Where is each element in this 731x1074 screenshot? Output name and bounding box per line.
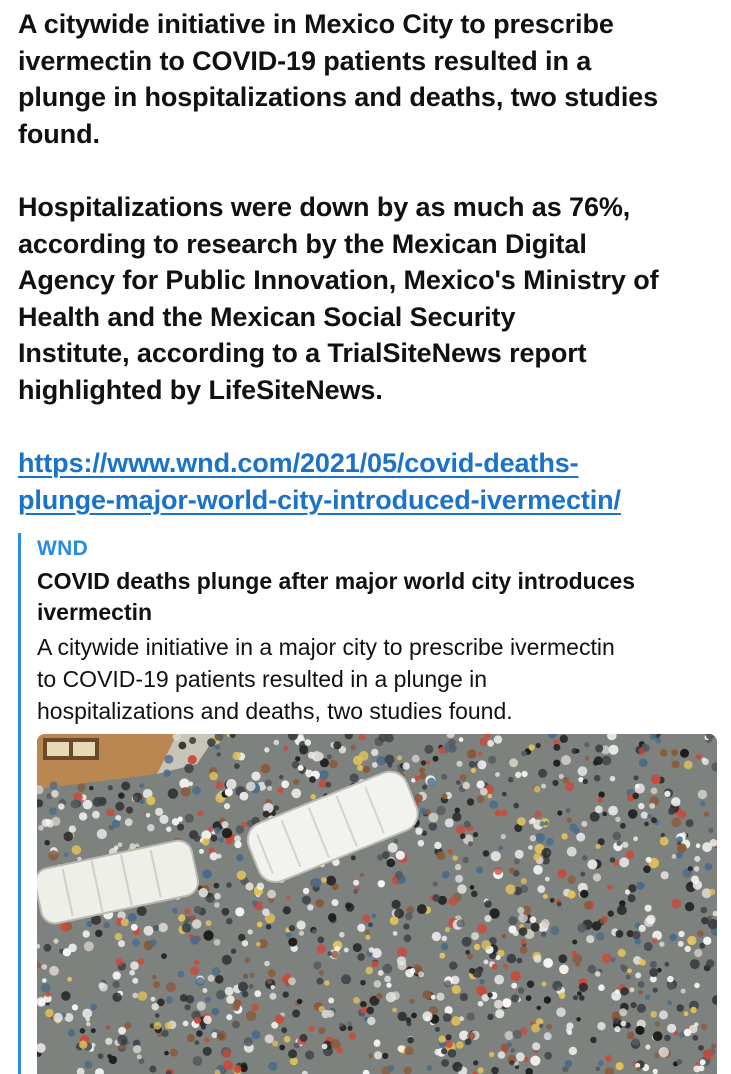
preview-image[interactable]: [37, 734, 717, 1074]
crowd-photo: [37, 734, 717, 1074]
message-paragraph-1: A citywide initiative in Mexico City to prescribe ivermectin to COVID-19 patients resulted in a plunge in hospitalizations and deaths, two studies found.: [18, 9, 659, 149]
link-preview[interactable]: [18, 533, 718, 1074]
preview-title: COVID deaths plunge after major world city introduces ivermectin: [37, 568, 636, 625]
article-link[interactable]: https://www.wnd.com/2021/05/covid-deaths- plunge-major-world-city-introduced-ivermectin/: [18, 448, 621, 515]
preview-site-name: WND: [37, 537, 89, 560]
message-body: [18, 6, 718, 518]
message-paragraph-2: Hospitalizations were down by as much as 76%, according to research by the Mexican Digital Agency for Public Innovation, Mexico's Ministry of Health and the Mexican Social Security Institute, according to a TrialSiteNews report highlighted by LifeSiteNews.: [18, 192, 659, 405]
preview-description: A citywide initiative in a major city to prescribe ivermectin to COVID-19 patients resulted in a plunge in hospitalizations and deaths, two studies found.: [37, 634, 615, 724]
